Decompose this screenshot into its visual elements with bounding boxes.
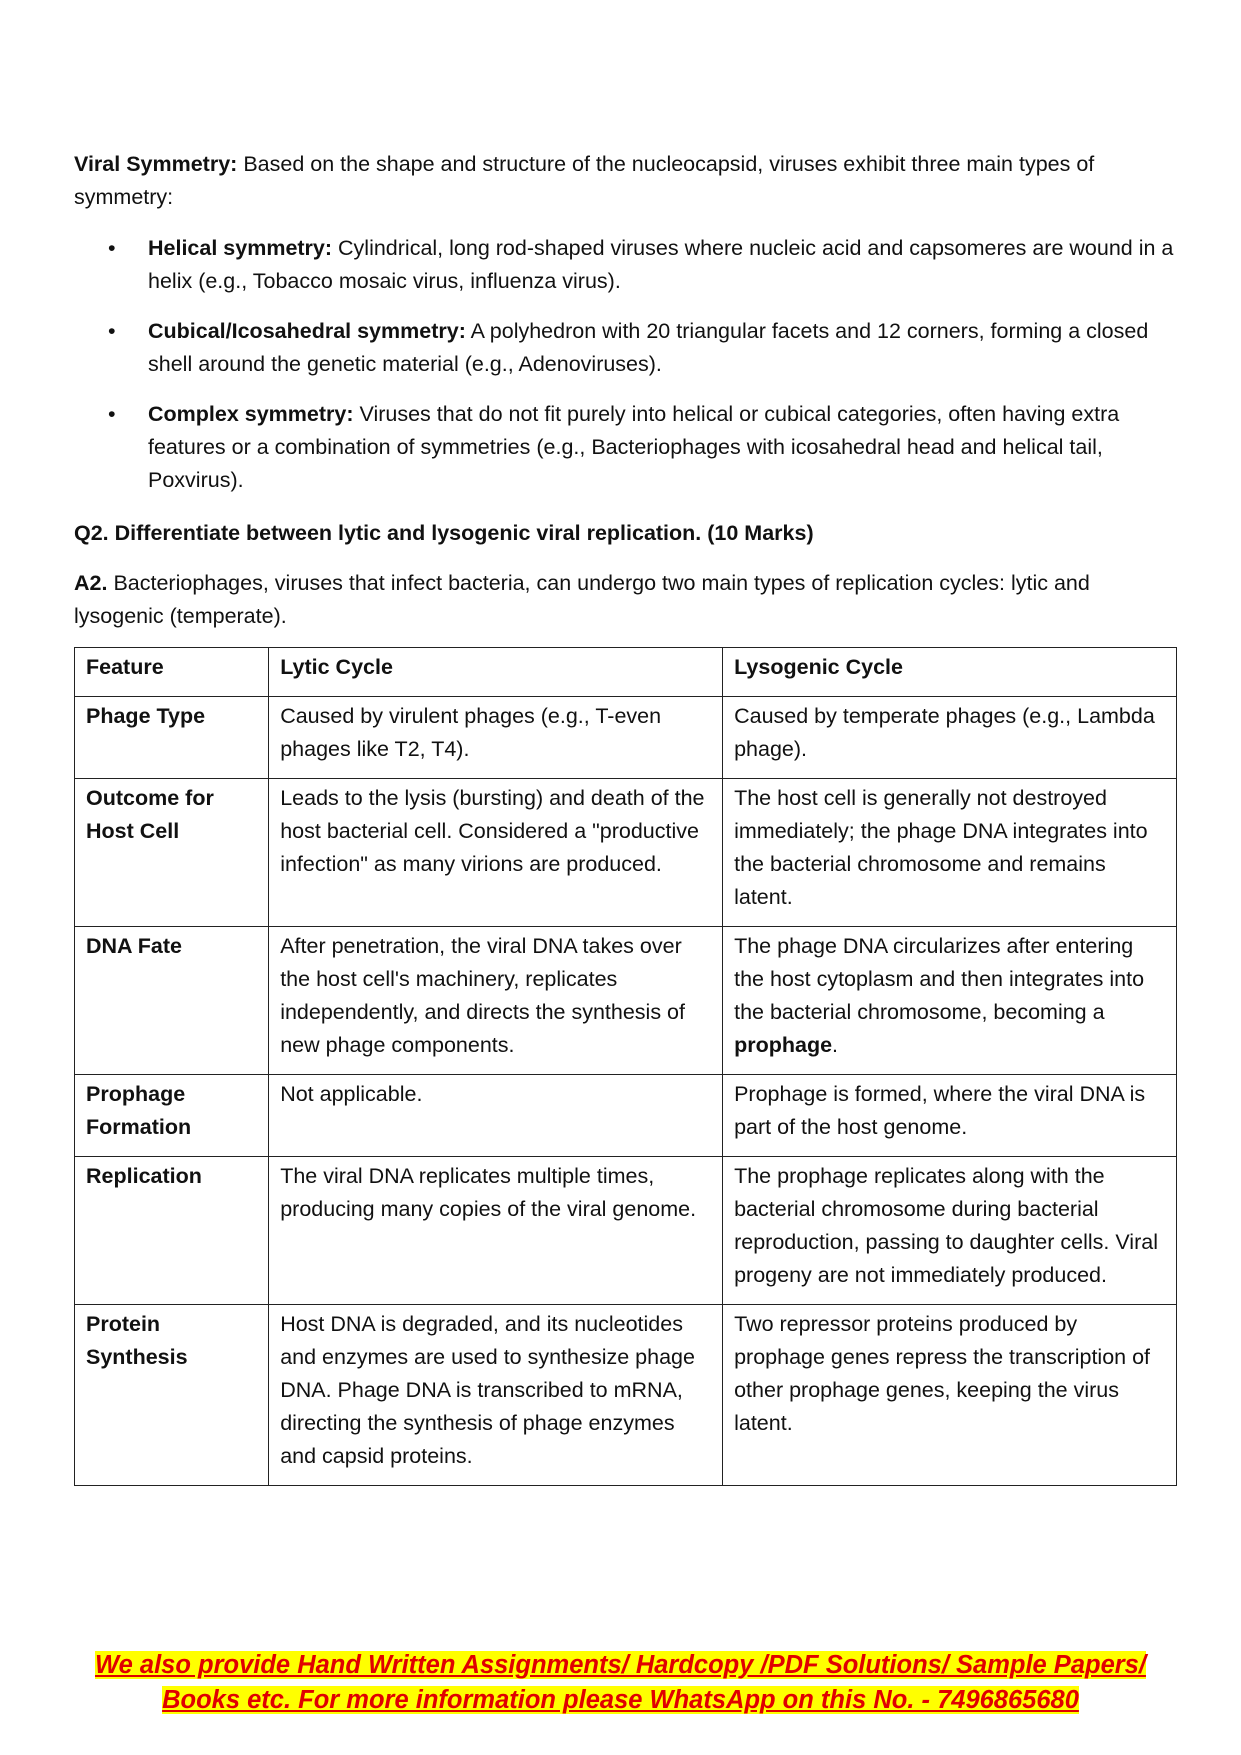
- lysogenic-cell: Prophage is formed, where the viral DNA is part of the host genome.: [723, 1075, 1177, 1157]
- feature-cell: Phage Type: [75, 697, 269, 779]
- lysogenic-cell: Caused by temperate phages (e.g., Lambda phage).: [723, 697, 1177, 779]
- prophage-term: prophage: [734, 1033, 833, 1057]
- lytic-cell: Host DNA is degraded, and its nucleotides and enzymes are used to synthesize phage DNA. Phage DNA is transcribed to mRNA, directing the synthesis of phage enzymes and capsid proteins.: [269, 1305, 723, 1486]
- bullet-icon: •: [108, 402, 116, 426]
- header-feature: Feature: [75, 648, 269, 697]
- lytic-cell: Leads to the lysis (bursting) and death of the host bacterial cell. Considered a "productive infection" as many virions are produced.: [269, 779, 723, 927]
- feature-cell: DNA Fate: [75, 927, 269, 1075]
- intro-text: Based on the shape and structure of the nucleocapsid, viruses exhibit three main types of symmetry:: [74, 152, 1095, 209]
- symmetry-desc: A polyhedron with 20 triangular facets and 12 corners, forming a closed shell around the genetic material (e.g., Adenoviruses).: [148, 319, 1149, 376]
- promo-line-1: We also provide Hand Written Assignments/ Hardcopy /PDF Solutions/ Sample Papers/: [95, 1651, 1146, 1679]
- promo-footer: [0, 1648, 1241, 1718]
- document-body: [74, 148, 1174, 1486]
- lysogenic-cell: [723, 927, 1177, 1075]
- table-header-row: [75, 648, 1177, 697]
- bullet-icon: •: [108, 319, 116, 343]
- list-item: [74, 232, 1174, 298]
- promo-line-2: Books etc. For more information please WhatsApp on this No. - 7496865680: [162, 1686, 1079, 1714]
- table-row: [75, 1157, 1177, 1305]
- symmetry-name: Complex symmetry:: [148, 402, 354, 426]
- lysogenic-cell: The host cell is generally not destroyed immediately; the phage DNA integrates into the bacterial chromosome and remains latent.: [723, 779, 1177, 927]
- lytic-cell: Caused by virulent phages (e.g., T-even phages like T2, T4).: [269, 697, 723, 779]
- lytic-cell: After penetration, the viral DNA takes over the host cell's machinery, replicates independently, and directs the synthesis of new phage components.: [269, 927, 723, 1075]
- feature-cell: Outcome for Host Cell: [75, 779, 269, 927]
- answer-label: A2.: [74, 571, 108, 595]
- intro-label: Viral Symmetry:: [74, 152, 238, 176]
- feature-cell: Prophage Formation: [75, 1075, 269, 1157]
- lysogenic-text-end: .: [832, 1033, 839, 1057]
- list-item: [74, 398, 1174, 497]
- answer-text: Bacteriophages, viruses that infect bacteria, can undergo two main types of replication cycles: lytic and lysogenic (temperate).: [74, 571, 1090, 628]
- lysogenic-cell: The prophage replicates along with the bacterial chromosome during bacterial reproduction, passing to daughter cells. Viral progeny are not immediately produced.: [723, 1157, 1177, 1305]
- feature-cell: Replication: [75, 1157, 269, 1305]
- table-row: [75, 697, 1177, 779]
- list-item: [74, 315, 1174, 381]
- symmetry-list: [74, 232, 1174, 497]
- comparison-table: [74, 647, 1177, 1486]
- answer-paragraph: [74, 567, 1174, 633]
- symmetry-desc: Cylindrical, long rod-shaped viruses where nucleic acid and capsomeres are wound in a helix (e.g., Tobacco mosaic virus, influenza virus).: [148, 236, 1174, 293]
- lytic-cell: The viral DNA replicates multiple times, producing many copies of the viral genome.: [269, 1157, 723, 1305]
- bullet-icon: •: [108, 236, 116, 260]
- table-row: [75, 779, 1177, 927]
- symmetry-name: Cubical/Icosahedral symmetry:: [148, 319, 466, 343]
- feature-cell: Protein Synthesis: [75, 1305, 269, 1486]
- question-heading: Q2. Differentiate between lytic and lysogenic viral replication. (10 Marks): [74, 521, 814, 545]
- table-row: [75, 1075, 1177, 1157]
- lysogenic-cell: Two repressor proteins produced by prophage genes repress the transcription of other prophage genes, keeping the virus latent.: [723, 1305, 1177, 1486]
- lytic-cell: Not applicable.: [269, 1075, 723, 1157]
- symmetry-desc: Viruses that do not fit purely into helical or cubical categories, often having extra features or a combination of symmetries (e.g., Bacteriophages with icosahedral head and helical tail, Poxvirus).: [148, 402, 1120, 492]
- table-row: [75, 1305, 1177, 1486]
- symmetry-name: Helical symmetry:: [148, 236, 333, 260]
- header-lysogenic: Lysogenic Cycle: [723, 648, 1177, 697]
- lysogenic-text: The phage DNA circularizes after entering the host cytoplasm and then integrates into the bacterial chromosome, becoming a: [734, 934, 1145, 1024]
- header-lytic: Lytic Cycle: [269, 648, 723, 697]
- table-row: [75, 927, 1177, 1075]
- intro-paragraph: [74, 148, 1174, 214]
